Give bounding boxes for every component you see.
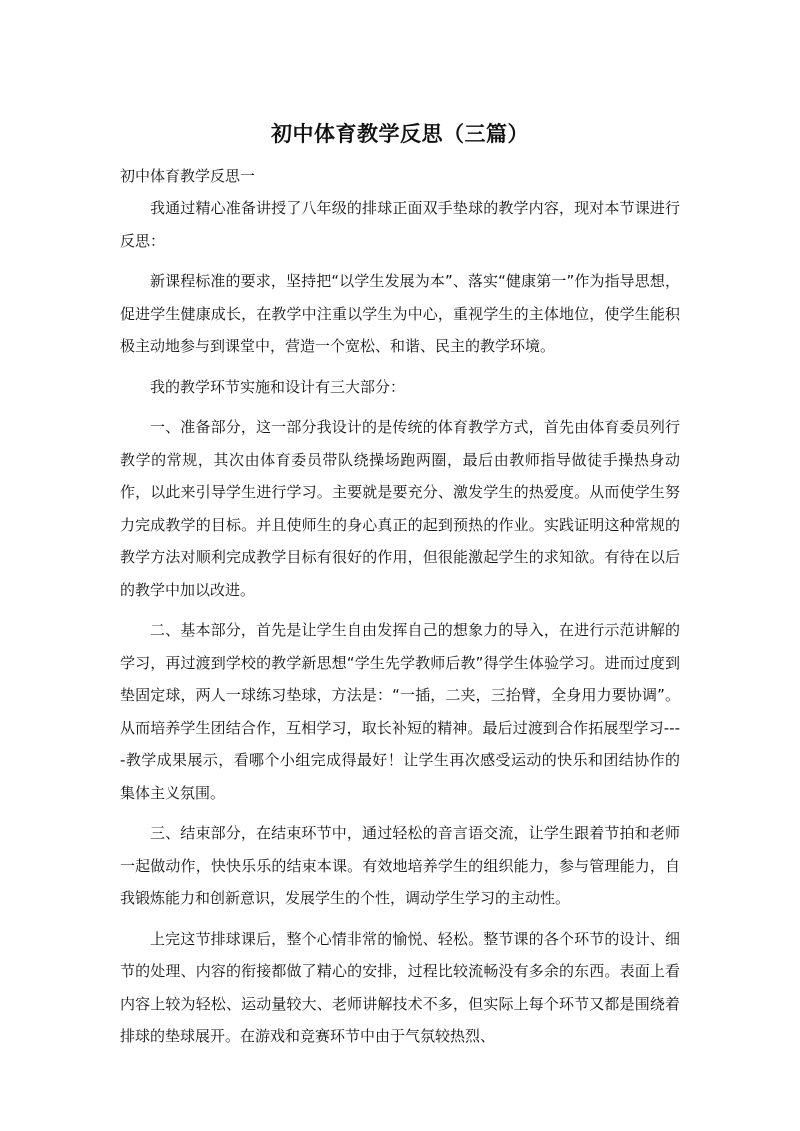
paragraph: 一、准备部分，这一部分我设计的是传统的体育教学方式，首先由体育委员列行教学的常规，其次由体育委员带队绕操场跑两圈，最后由教师指导做徒手操热身动作，以此来引导学生进行学习。主要就是要充分、激发学生的热爱度。从而使学生努力完成教学的目标。并且使师生的身心真正的起到预热的作业。实践证明这种常规的教学方法对顺利完成教学目标有很好的作用，但很能激起学生的求知欲。有待在以后的教学中加以改进。	[120, 418, 680, 599]
paragraph: 上完这节排球课后，整个心情非常的愉悦、轻松。整节课的各个环节的设计、细节的处理、内容的衔接都做了精心的安排，过程比较流畅没有多余的东西。表面上看内容上较为轻松、运动量较大、老师讲解技术不多，但实际上每个环节又都是围绕着排球的垫球展开。在游戏和竞赛环节中由于气氛较热烈、	[120, 929, 680, 1045]
paragraph: 三、结束部分，在结束环节中，通过轻松的音言语交流，让学生跟着节拍和老师一起做动作，快快乐乐的结束本课。有效地培养学生的组织能力，参与管理能力，自我锻炼能力和创新意识，发展学生的个性，调动学生学习的主动性。	[120, 824, 680, 907]
document-title: 初中体育教学反思（三篇）	[271, 122, 529, 146]
paragraph: 我通过精心准备讲授了八年级的排球正面双手垫球的教学内容，现对本节课进行反思：	[120, 199, 680, 250]
paragraph: 我的教学环节实施和设计有三大部分：	[150, 377, 406, 396]
paragraph: 二、基本部分，首先是让学生自由发挥自己的想象力的导入，在进行示范讲解的学习，再过渡到学校的教学新思想“学生先学教师后教”得学生体验学习。进而过度到垫固定球，两人一球练习垫球，方法是：“一插，二夹，三抬臂，全身用力要协调”。从而培养学生团结合作，互相学习，取长补短的精神。最后过渡到合作拓展型学习----教学成果展示，看哪个小组完成得最好！让学生再次感受运动的快乐和团结协作的集体主义氛围。	[120, 621, 680, 802]
section-heading: 初中体育教学反思一	[120, 167, 256, 185]
document-body	[120, 160, 680, 1061]
paragraph: 新课程标准的要求，坚持把“以学生发展为本”、落实“健康第一”作为指导思想，促进学生健康成长，在教学中注重以学生为中心，重视学生的主体地位，使学生能积极主动地参与到课堂中，营造一个宽松、和谐、民主的教学环境。	[120, 272, 680, 355]
